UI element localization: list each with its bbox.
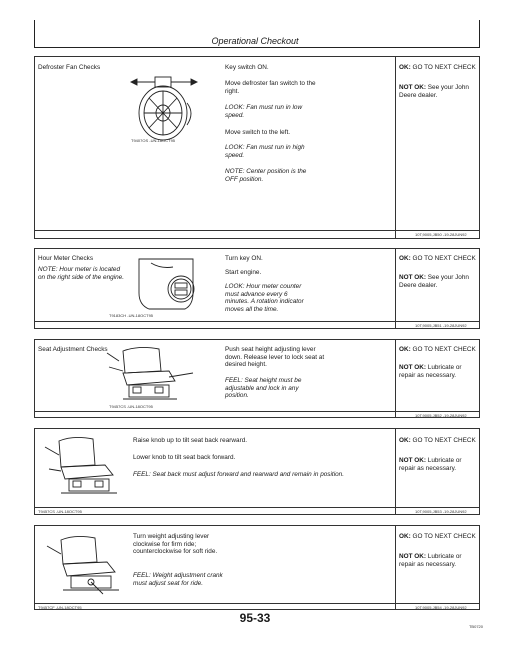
- ok-result: OK: GO TO NEXT CHECK: [399, 255, 476, 262]
- section-name: Hour Meter Checks: [38, 255, 94, 262]
- ok-result: OK: GO TO NEXT CHECK: [399, 533, 476, 540]
- header-left-tick: [34, 20, 35, 48]
- seat-back-tilt-illustration: [43, 433, 143, 503]
- reference-code: 10T,9005,JB54 -19-28JUN92: [415, 605, 467, 610]
- procedure-step: Start engine.: [225, 269, 262, 276]
- section-name: Defroster Fan Checks: [38, 64, 101, 71]
- not-ok-result: NOT OK: See your John Deere dealer.: [399, 274, 469, 289]
- procedure-step: FEEL: Seat back must adjust forward and rearward and remain in position.: [133, 471, 344, 478]
- not-ok-result: NOT OK: See your John Deere dealer.: [399, 84, 469, 99]
- section-defroster-fan: [34, 56, 480, 239]
- not-ok-result: NOT OK: Lubricate or repair as necessary.: [399, 457, 462, 472]
- header-rule: [34, 47, 480, 48]
- section-seat-height: [34, 339, 480, 418]
- not-ok-result: NOT OK: Lubricate or repair as necessary.: [399, 553, 462, 568]
- procedure-step: Turn weight adjusting lever clockwise for firm ride; counterclockwise for soft ride.: [133, 533, 218, 556]
- procedure-step: Move switch to the left.: [225, 129, 290, 136]
- ok-result: OK: GO TO NEXT CHECK: [399, 437, 476, 444]
- page-number: 95-33: [239, 611, 271, 625]
- procedure-step: Lower knob to tilt seat back forward.: [133, 454, 236, 461]
- procedure-step: FEEL: Weight adjustment crank must adjust seat for ride.: [133, 572, 223, 587]
- reference-code: 10T,9005,JB53 -19-28JUN92: [415, 509, 467, 514]
- reference-code: 10T,9005,JB50 -19-28JUN92: [415, 232, 467, 237]
- figure-code: T9183CH -UN-18OCT95: [109, 313, 154, 318]
- ok-result: OK: GO TO NEXT CHECK: [399, 346, 476, 353]
- section-note: NOTE: Hour meter is located on the right side of the engine.: [38, 266, 124, 281]
- defroster-fan-illustration: [127, 69, 207, 143]
- procedure-step: Push seat height adjusting lever down. Release lever to lock seat at desired height.: [225, 346, 325, 369]
- procedure-step: Turn key ON.: [225, 255, 263, 262]
- procedure-step: NOTE: Center position is the OFF position.: [225, 168, 307, 183]
- procedure-step: LOOK: Hour meter counter must advance every 6 minutes. A rotation indicator moves all the time.: [225, 283, 304, 313]
- procedure-step: LOOK: Fan must run in low speed.: [225, 104, 303, 119]
- procedure-step: FEEL: Seat height must be adjustable and lock in any position.: [225, 377, 302, 400]
- procedure-step: Key switch ON.: [225, 64, 269, 71]
- figure-code: T9457CS -UN-18OCT95: [38, 509, 82, 514]
- footer-code: TB0720: [468, 624, 483, 629]
- procedure-step: Raise knob up to tilt seat back rearward.: [133, 437, 248, 444]
- ok-result: OK: GO TO NEXT CHECK: [399, 64, 476, 71]
- weight-adjust-illustration: [43, 530, 143, 600]
- section-hour-meter: [34, 248, 480, 329]
- reference-code: 10T,9005,JB51 -19-28JUN92: [415, 323, 467, 328]
- section-seat-back-tilt: [34, 428, 480, 515]
- procedure-step: LOOK: Fan must run in high speed.: [225, 144, 305, 159]
- section-weight-adjust: [34, 525, 480, 610]
- page-title: Operational Checkout: [211, 36, 299, 46]
- seat-height-illustration: [103, 343, 207, 407]
- reference-code: 10T,9005,JB52 -19-28JUN92: [415, 413, 467, 418]
- procedure-step: Move defroster fan switch to the right.: [225, 80, 316, 95]
- not-ok-result: NOT OK: Lubricate or repair as necessary.: [399, 364, 462, 379]
- header-right-tick: [479, 20, 480, 48]
- figure-code: T9457CF -UN-18OCT95: [38, 605, 82, 610]
- section-name: Seat Adjustment Checks: [38, 346, 108, 353]
- figure-code: T9407OS -UN-18OCT95: [131, 138, 176, 143]
- figure-code: T9457CS -UN-18OCT95: [109, 404, 153, 409]
- hour-meter-illustration: [131, 253, 205, 319]
